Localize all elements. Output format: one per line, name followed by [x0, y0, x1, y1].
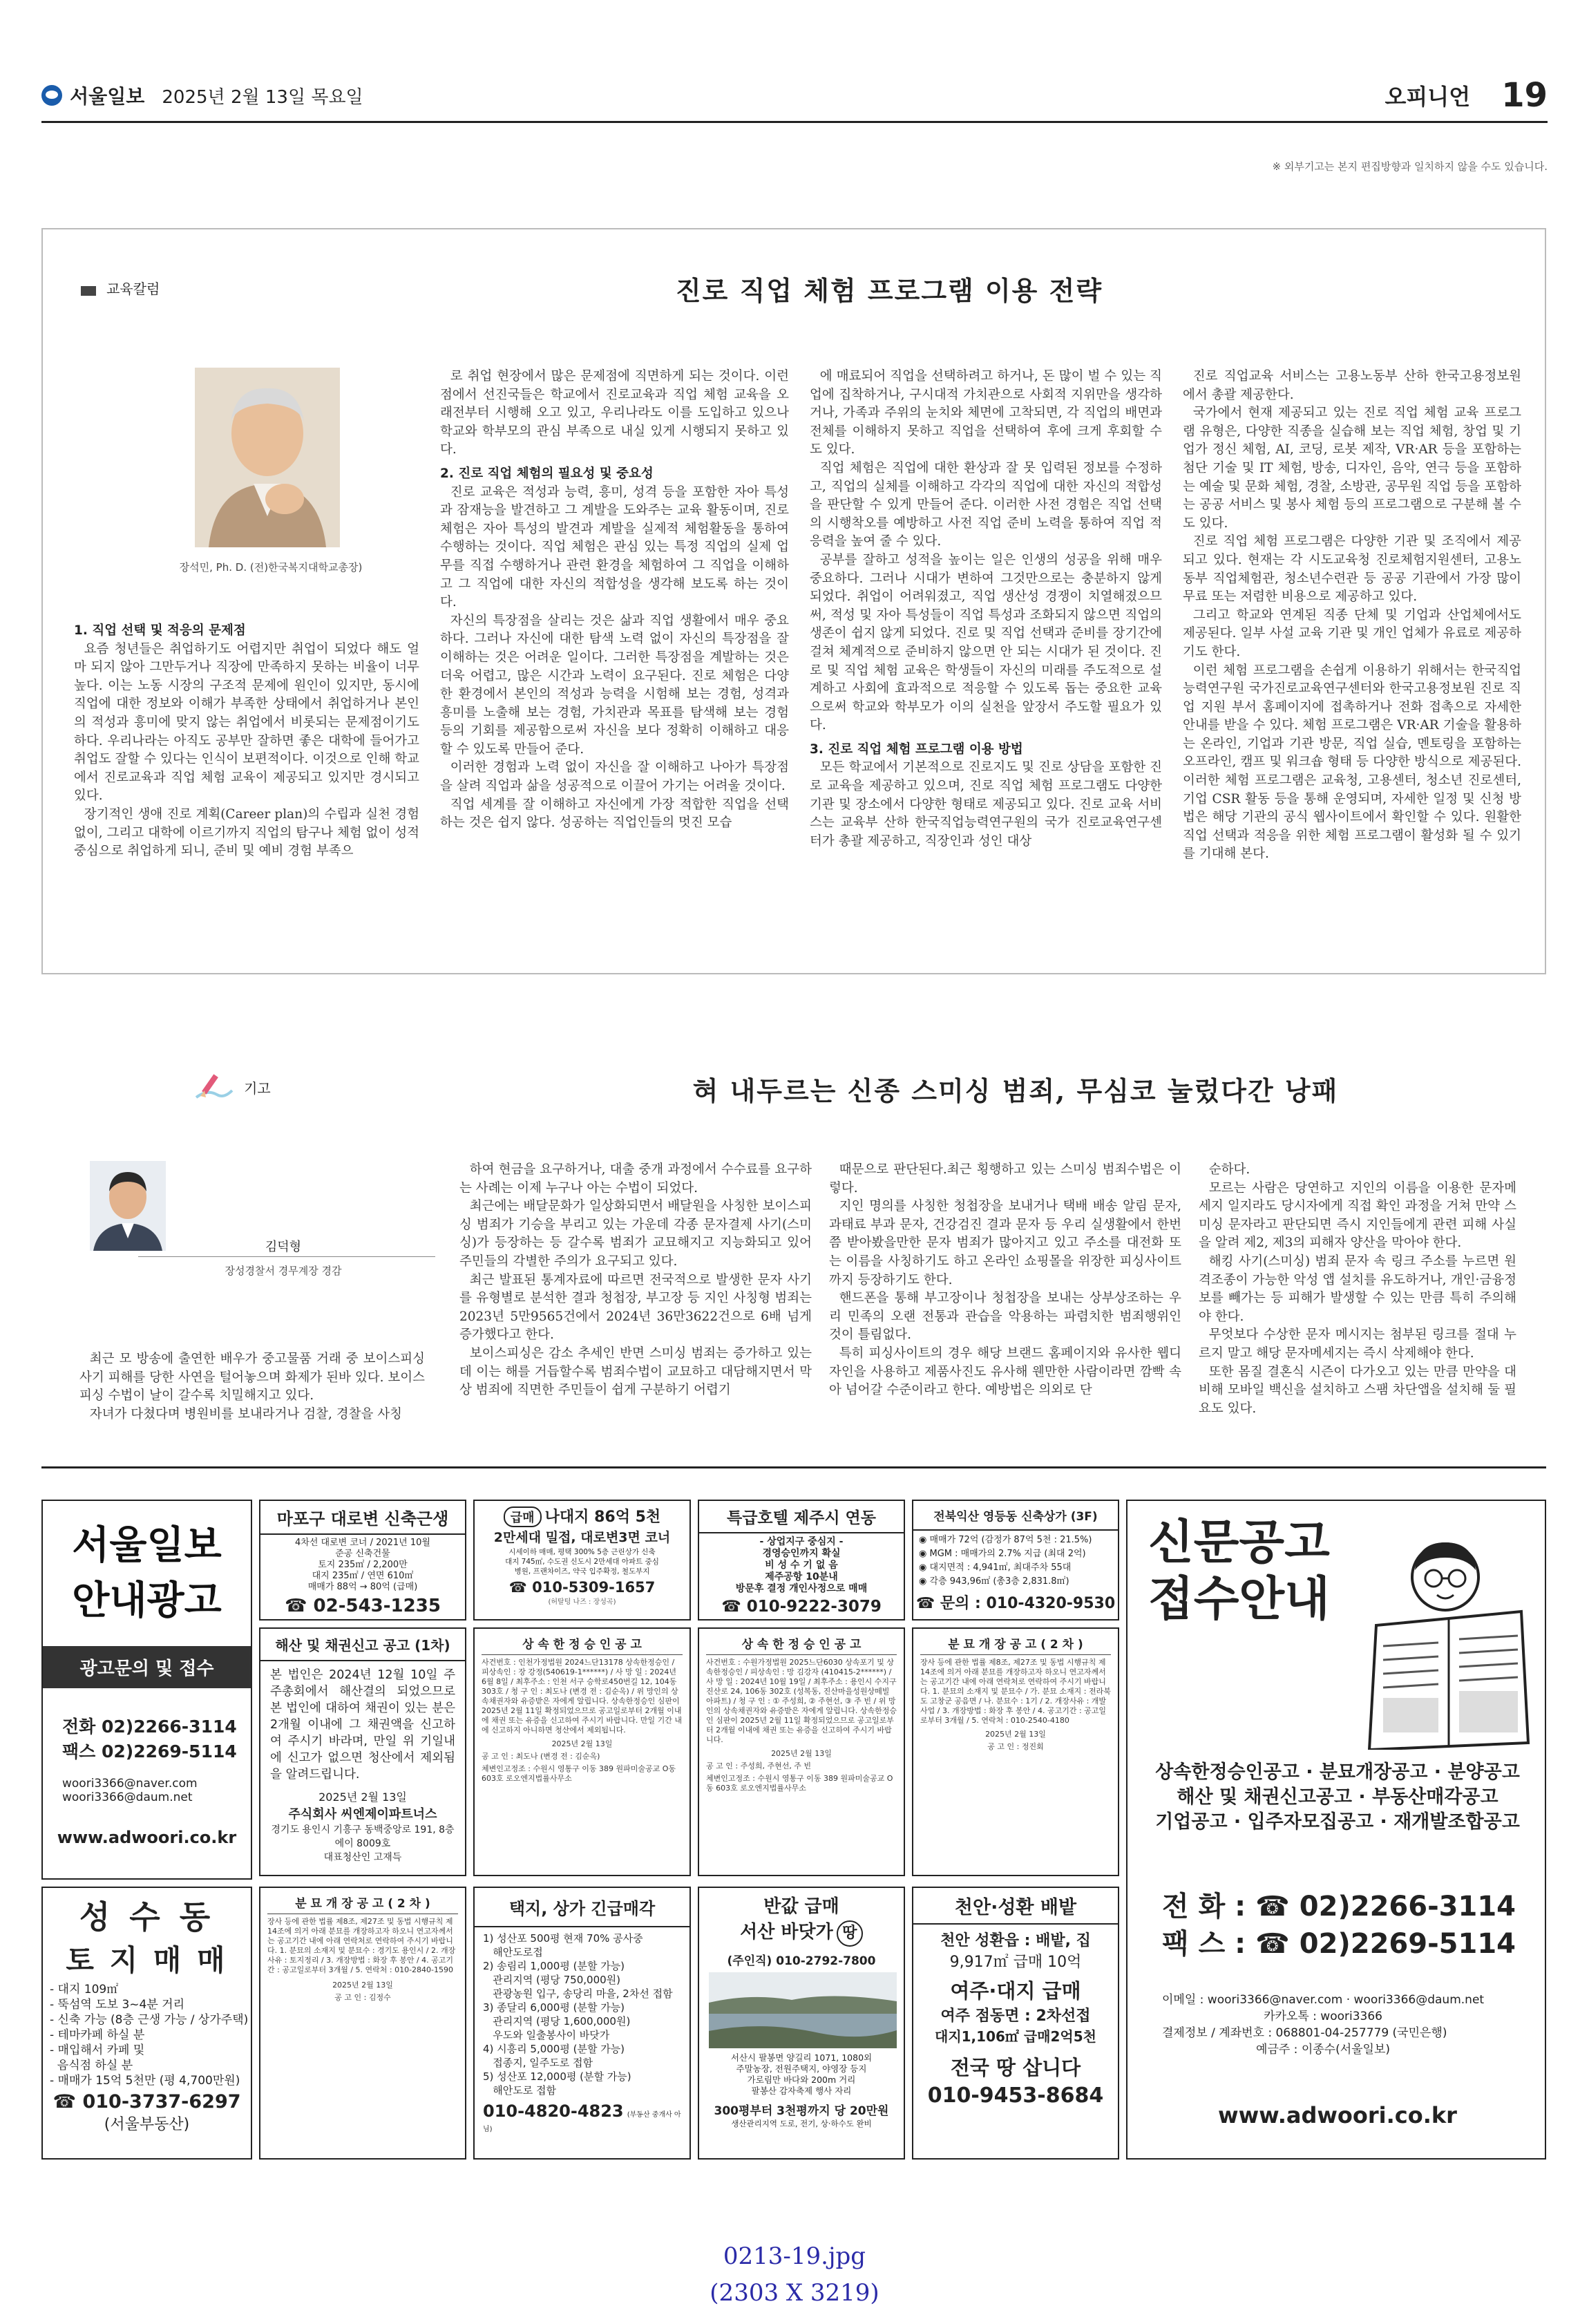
ad-section-rule	[41, 1466, 1546, 1468]
paragraph: 에 매료되어 직업을 선택하려고 하거나, 돈 많이 벌 수 있는 직업에 집착하거나, 구시대적 가치관으로 사회적 지위만을 생각하거나, 가족과 주위의 눈치와 체면에 고착되면, 각 직업의 배면과 전체를 이해하지 못하고 직업을 선택하여 후에 크게 후회할 수도 있다.	[810, 369, 1162, 457]
taxi-tel: 010-4820-4823	[483, 2101, 624, 2121]
image-filename: 0213-19.jpg	[723, 2242, 866, 2270]
article2-column-2	[459, 1161, 812, 1400]
ad-seongsu	[41, 1887, 252, 2160]
reception-web: www.adwoori.co.kr	[1218, 2102, 1457, 2128]
paragraph: 보이스피싱은 감소 추세인 반면 스미싱 범죄는 증가하고 있는데 이는 해를 거듭할수록 범죄수법이 교묘하고 대담해지면서 막상 범죄에 직면한 주민들이 쉽게 구분하기 어렵기	[459, 1345, 812, 1398]
reception-types-3: 기업공고 · 입주자모집공고 · 재개발조합공고	[1155, 1811, 1520, 1833]
ad-line: 관리지역 (평당 1,600,000원)	[483, 2015, 631, 2028]
seongsu-title-1: 성 수 동	[79, 1898, 215, 1936]
ad-mapo	[259, 1500, 466, 1621]
bada-sub: 서산 바닷가	[740, 1922, 833, 1943]
ad-line: 경영승인까지 확실	[762, 1548, 841, 1559]
legal3-signer: 공 고 인 : 정진회	[987, 1742, 1044, 1751]
paragraph: 지인 명의를 사칭한 청첩장을 보내거나 택배 배송 알림 문자, 과태료 부과 문자, 건강검진 결과 문자 등 우리 실생활에서 한번쯤 받아봤을만한 문자 범죄가 많아지고 있고 주소를 대전화 또는 이름을 사칭하기도 하고 온라인 쇼핑몰을 위장한 피싱사이트까지 등장하기도 한다.	[829, 1199, 1181, 1287]
yeoju-area: 대지1,106㎡ 급매2억5천	[935, 2028, 1096, 2045]
guide-email-1: woori3366@naver.com	[62, 1777, 198, 1791]
article-headline-2: 혀 내두르는 신종 스미싱 범죄, 무심코 눌렀다간 낭패	[692, 1075, 1339, 1106]
ad-line: 토지 235㎡ / 2,200만	[318, 1560, 408, 1570]
paragraph: 요즘 청년들은 취업하기도 어렵지만 취업이 되었다 해도 얼마 되지 않아 그만두거나 직장에 만족하지 못하는 비율이 너무 높다. 이는 노동 시장의 구조적 문제에 원인이 있지만, 동시에 직업에 대한 정보와 이해가 부족한 상태에서 취업하거나 본인의 적성과 흥미에 맞지 않는 취업에서 비롯되는 문제점이기도 하다. 우리나라는 아직도 공부만 잘하면 좋은 대학에 들어가고 취업도 잘할 수 있다는 인식이 보편적이다. 이것으로 인해 학교에서 진로교육과 직업 체험 교육이 제공되고 있지만 경시되고 있다.	[74, 641, 419, 804]
ad-line: 제주공항 10분내	[765, 1571, 838, 1583]
paragraph: 그리고 학교와 연계된 직종 단체 및 기업과 산업체에서도 제공된다. 일부 사설 교육 기관 및 개인 업체가 유료로 제공하기도 한다.	[1183, 607, 1521, 659]
guide-title-1: 서울일보	[72, 1523, 222, 1568]
paragraph: 자신의 특장점을 살리는 것은 삶과 직업 생활에서 매우 중요하다. 그러나 자신에 대한 탐색 노력 없이 자신의 특장점을 잘 이해하는 것은 어려운 일이다. 그러한 특장점을 계발하는 것은 더욱 어렵고, 많은 시간과 노력이 요구된다. 진로 체험은 다양한 환경에서 본인의 적성과 능력을 시험해 보는 경험, 성격과 흥미를 노출해 보는 경험, 가치관과 목표를 탐색해 보는 경험 등의 기회를 제공함으로써 자신을 보다 정확히 이해하고 대응할 수 있도록 만들어 준다.	[440, 613, 789, 757]
taxi-lines	[475, 1927, 689, 2101]
paragraph: 장기적인 생애 진로 계획(Career plan)의 수립과 실천 경험 없이, 그리고 대학에 이르기까지 직업의 탐구나 체험 없이 성적 중심으로 취업하게 되니, 준비 및 예비 경험 부족으	[74, 806, 419, 859]
paragraph: 모든 학교에서 기본적으로 진로지도 및 진로 상담을 포함한 진로 교육을 제공하고 있으며, 진로 직업 체험 프로그램도 다양한 기관 및 장소에서 다양한 형태로 제공되고 있다. 진로 교육 서비스는 교육부 산하 한국직업능력연구원의 국가 진로교육연구센터가 총괄 제공하고, 직장인과 성인 대상	[810, 760, 1162, 849]
taxi-note: (부동산 중개사 아님)	[483, 2111, 681, 2133]
ad-legal-notice-1	[473, 1627, 691, 1876]
ad-najin	[473, 1500, 691, 1621]
legal3-date: 2025년 2월 13일	[985, 1730, 1046, 1739]
ad-line: 5) 성산포 12,000평 (분할 가능)	[483, 2070, 631, 2083]
paragraph: 때문으로 판단된다.최근 횡행하고 있는 스미싱 범죄수법은 이렇다.	[829, 1162, 1181, 1196]
iksan-title: 전북익산 영등동 신축상가 (3F)	[913, 1501, 1118, 1531]
ad-line: 우도와 일출봉사이 바닷가	[483, 2029, 610, 2041]
najin-lines	[475, 1547, 689, 1576]
ad-line: - 상업지구 중심지 -	[759, 1536, 844, 1547]
ad-line: 방문후 결정 개인사정으로 매매	[735, 1583, 868, 1594]
ad-line: 4차선 대로변 코너 / 2021년 10월	[295, 1538, 430, 1548]
legal2-title: 상 속 한 정 승 인 공 고	[706, 1634, 897, 1655]
guide-fax: 팩스 02)2269-5114	[62, 1741, 237, 1761]
reception-fax: 팩 스 : ☎ 02)2269-5114	[1162, 1928, 1516, 1960]
debt-date: 2025년 2월 13일	[318, 1791, 407, 1804]
bada-title: 반값 급매	[763, 1896, 839, 1917]
ad-line: 3) 종달리 6,000평 (분할 가능)	[483, 2001, 625, 2014]
ad-line: - 신축 가능 (8층 근생 가능 / 상가주택)	[50, 2013, 249, 2027]
seongsu-tel: ☎ 010-3737-6297	[53, 2091, 241, 2113]
paper-logo	[41, 82, 363, 109]
debt-body: 본 법인은 2024년 12월 10일 주주총회에서 해산결의 되었으므로 본 법인에 대하여 채권이 있는 분은 2개월 이내에 그 채권액을 신고하여 주시기 바라며, 만일 위 기일내에 신고가 없으면 청산에서 제외됨을 알려드립니다.	[270, 1668, 455, 1782]
paragraph: 진로 직업 체험 프로그램은 다양한 기관 및 조직에서 제공되고 있다. 현재는 각 시도교육청 진로체험지원센터, 고용노동부 직업체험관, 청소년수련관 등 공공 기관에서 가장 많이 무료 또는 저렴한 비용으로 제공하고 있다.	[1183, 534, 1521, 605]
article2-column-4	[1199, 1161, 1516, 1418]
ad-guide	[41, 1500, 252, 1880]
paragraph: 로 취업 현장에서 많은 문제점에 직면하게 되는 것이다. 이런 점에서 선진국들은 학교에서 진로교육과 직업 체험 교육을 오래전부터 시행해 오고 있고, 우리나라도 이를 도입하고 있으나 학교와 학부모의 관심 부족으로 내실 있게 시행되지 못하고 있다.	[440, 369, 789, 457]
reception-types	[1127, 1760, 1546, 1835]
bada-lines	[699, 2052, 904, 2097]
paragraph: 자녀가 다쳤다며 병원비를 보내라거나 검찰, 경찰을 사칭	[89, 1406, 402, 1421]
paragraph: 진로 직업교육 서비스는 고용노동부 산하 한국고용정보원에서 총괄 제공한다.	[1183, 369, 1521, 402]
ad-line: 관리지역 (평당 750,000원)	[483, 1974, 621, 1986]
paragraph: 직업 체험은 직업에 대한 환상과 잘 못 입력된 정보를 수정하고, 직업의 실체를 이해하고 각각의 직업에 대한 자신의 적합성을 판단할 수 있게 만들어 준다. 이러한 사전 경험은 직업 선택의 시행착오를 예방하고 사전 직업 준비 노력을 통하여 직업 적응력을 높여 줄 수 있다.	[810, 460, 1162, 549]
debt-address: 경기도 용인시 기흥구 동백중앙로 191, 8층 에이 8009호	[271, 1824, 455, 1849]
section-heading: 2. 진로 직업 체험의 필요성 및 중요성	[440, 466, 654, 481]
bada-owner: (주인직) 010-2792-7800	[727, 1954, 876, 1968]
ad-line: ◉ MGM : 매매가의 2.7% 지급 (최대 2억)	[919, 1549, 1086, 1559]
guide-title-2: 안내광고	[72, 1578, 222, 1623]
ad-reception-guide	[1126, 1500, 1546, 2160]
kicker-marker	[81, 286, 96, 296]
legal4-body: 장사 등에 관한 법률 제8조, 제27조 및 동법 시행규칙 제14조에 의거 아래 분묘를 개장하고자 하오니 연고자께서는 공고기간 내에 아래 연락처로 연락하여 주시기 바랍니다. 1. 분묘의 소재지 및 분묘수 : 경기도 용인시 / 2. 개장사유 : 토지정리 / 3. 개장방법 : 화장 후 봉안 / 4. 공고기간 : 공고일로부터 3개월 / 5. 연락처 : 010-2840-1590	[267, 1917, 456, 1974]
cheonan-title: 천안·성환 배밭	[913, 1888, 1118, 1925]
reception-title-1: 신문공고	[1148, 1515, 1330, 1570]
legal1-date: 2025년 2월 13일	[551, 1739, 613, 1748]
education-column	[41, 228, 1546, 974]
column-3	[810, 368, 1162, 851]
article2-column-3	[829, 1161, 1181, 1400]
ad-line: 4) 시흥리 5,000평 (분할 가능)	[483, 2043, 625, 2055]
reception-holder: 예금주 : 이종수(서울일보)	[1256, 2043, 1391, 2057]
ad-line: 음식점 하실 분	[50, 2059, 133, 2072]
ad-line: ◉ 매매가 72억 (감정가 87억 5천 : 21.5%)	[919, 1535, 1092, 1545]
najin-note: (허탈텅 나즈 : 장성곡)	[548, 1598, 616, 1606]
ad-legal-notice-2	[698, 1627, 905, 1876]
legal1-office: 체변인고정조 : 수원시 영통구 이동 389 원파미술공교 O동 603호 로오엔지법률사무소	[482, 1764, 676, 1783]
ad-line: 1) 성산포 500평 현재 70% 공사중	[483, 1932, 643, 1945]
masthead	[41, 76, 1548, 117]
mapo-lines	[260, 1538, 465, 1593]
paragraph: 공부를 잘하고 성적을 높이는 일은 인생의 성공을 위해 매우 중요하다. 그러나 시대가 변하여 그것만으로는 충분하지 않게 되었다. 취업이 어려워졌고, 직업 생산성 경쟁이 치열해졌으므써, 적성 및 자아 특성들이 직업 특성과 조화되지 않으면 직업의 생존이 쉽지 않게 되었다. 진로 및 직업 선택과 준비를 장기간에 걸쳐 체계적으로 준비하지 않으면 안 되는 시대가 된 것이다. 진로 및 직업 체험 교육은 학생들이 자신의 미래를 주도적으로 설계하고 사회에 효과적으로 적응할 수 있도록 돕는 중요한 교육으로써 학교와 학부모가 이의 실천을 앞장서 주도할 필요가 있다.	[810, 552, 1162, 733]
legal3-title: 분 묘 개 장 공 고 ( 2 차 )	[920, 1634, 1111, 1655]
yeoju-title: 여주·대지 급매	[950, 1979, 1081, 2003]
kicker-label: 교육칼럼	[106, 281, 160, 297]
paper-name: 서울일보	[70, 85, 145, 108]
guide-email-2: woori3366@daum.net	[62, 1791, 193, 1804]
ad-line: - 대지 109㎡	[50, 1983, 119, 1996]
page-number: 19	[1501, 76, 1548, 115]
bada-badge: 땅	[837, 1920, 863, 1947]
ad-line: 매매가 88억 → 80억 (급매)	[307, 1582, 418, 1592]
ad-line: - 매매가 15억 5천만 (평 4,700만원)	[50, 2074, 240, 2088]
iksan-lines	[913, 1531, 1118, 1591]
legal4-date: 2025년 2월 13일	[332, 1981, 393, 1990]
column-4	[1183, 368, 1521, 864]
author-title: 장성경찰서 경무계장 경감	[225, 1265, 342, 1277]
ad-line: 가로림만 바다와 200m 거리	[747, 2075, 856, 2085]
kicker-label: 기고	[244, 1079, 271, 1097]
najin-sub: 2만세대 밀접, 대로변3면 코너	[493, 1530, 671, 1545]
paragraph: 모르는 사람은 당연하고 지인의 이름을 이용한 문자메세지 일지라도 당시자에게 직접 확인 과정을 거쳐 만약 스미싱 문자라고 판단되면 즉시 지인들에게 관련 피해 사실을 알려 제2, 제3의 피해자 양산을 막아야 한다.	[1199, 1180, 1516, 1251]
ad-line: 준공 신축건물	[335, 1549, 390, 1559]
reception-types-1: 상속한정승인공고 · 분묘개장공고 · 분양공고	[1155, 1761, 1520, 1783]
ad-line: 비 성 수 기 없 음	[765, 1560, 838, 1571]
article2-column-1	[79, 1350, 425, 1424]
ad-line: 시세이하 매매, 평택 300% 5층 근린상가 신축	[508, 1548, 656, 1556]
ad-line: 주말농장, 전원주택지, 야영장 등지	[736, 2063, 867, 2074]
author-name: 김덕형	[265, 1240, 302, 1254]
legal3-body: 장사 등에 관한 법률 제8조, 제27조 및 동법 시행규칙 제14조에 의거 아래 분묘를 개장하고자 하오니 연고자께서는 공고기간 내에 아래 연락처로 연락하여 주시기 바랍니다. 1. 분묘의 소재지 및 분묘수 / 가. 분묘 소재지 : 전라북도 고창군 공음면 / 나. 분묘수 : 1기 / 2. 개장사유 : 개발사업 / 3. 개장방법 : 화장 후 봉안 / 4. 공고기간 : 공고일로부터 3개월 / 5. 연락처 : 010-2540-4180	[920, 1658, 1111, 1725]
ad-line: 서산시 팔봉면 양길리 1071, 1080외	[730, 2052, 873, 2063]
disclaimer: ※ 외부기고는 본지 편집방향과 일치하지 않을 수도 있습니다.	[1272, 160, 1548, 173]
ad-line: 병원, 프랜차이즈, 약국 입주확정, 철도부지	[514, 1567, 650, 1576]
paragraph: 순하다.	[1208, 1162, 1250, 1177]
debt-rep: 대표청산인 고재득	[323, 1852, 402, 1863]
seongsu-lines	[43, 1979, 251, 2091]
photo-caption: 장석민, Ph. D. (전)한국복지대학교총장)	[179, 561, 363, 574]
seongsu-title-2: 토 지 매 매	[66, 1943, 228, 1977]
pencil-icon	[193, 1070, 235, 1104]
newspaper-reader-icon	[1362, 1522, 1535, 1750]
contribution-kicker	[193, 1070, 271, 1104]
ad-cheonan	[912, 1887, 1119, 2160]
section-name: 오피니언	[1385, 84, 1471, 110]
ad-line: 관광농원 입구, 송당리 마을, 2차선 접함	[483, 1987, 673, 2000]
reception-types-2: 해산 및 채권신고공고 · 부동산매각공고	[1177, 1786, 1498, 1808]
kicker	[81, 278, 160, 298]
paragraph: 특히 피싱사이트의 경우 해당 브랜드 홈페이지와 유사한 웹디자인을 사용하고 제품사진도 유사해 웬만한 사람이라면 깜빡 속아 넘어갈 수준이라고 한다. 예방법은 의외로 단	[829, 1345, 1181, 1398]
issue-date: 2025년 2월 13일 목요일	[162, 86, 363, 108]
section-heading: 3. 진로 직업 체험 프로그램 이용 방법	[810, 741, 1023, 757]
mapo-title: 마포구 대로변 신축근생	[260, 1501, 465, 1535]
column-1	[74, 616, 419, 861]
paragraph: 국가에서 현재 제공되고 있는 진로 직업 체험 교육 프로그램 유형은, 다양한 직종을 실습해 보는 직업 체험, 창업 및 기업가 정신 체험, AI, 코딩, 로봇 제작, VR·AR 등을 포함하는 첨단 기술 및 IT 체험, 방송, 디자인, 음악, 연극 등을 포함하는 예술 및 문화 체험, 경찰, 소방관, 공무원 직업 등을 포함하는 공공 서비스 및 봉사 체험 등의 프로그램으로 구분해 볼 수도 있다.	[1183, 406, 1521, 531]
guide-tel: 전화 02)2266-3114	[62, 1717, 237, 1737]
ad-line: - 뚝섬역 도보 3~4분 거리	[50, 1998, 185, 2012]
ad-line: 2) 송림리 1,000평 (분할 가능)	[483, 1960, 625, 1972]
bada-price: 300평부터 3천평까지 당 20만원	[714, 2104, 889, 2118]
reception-tel: 전 화 : ☎ 02)2266-3114	[1162, 1891, 1516, 1923]
ad-line: 해안도로 접함	[483, 2084, 557, 2097]
paragraph: 직업 세계를 잘 이해하고 자신에게 가장 적합한 직업을 선택하는 것은 쉽지 않다. 성공하는 직업인들의 멋진 모습	[440, 797, 789, 831]
article-headline: 진로 직업 체험 프로그램 이용 전략	[675, 275, 1103, 306]
reading-man-illustration	[1362, 1522, 1535, 1750]
paragraph: 최근 발표된 통계자료에 따르면 전국적으로 발생한 문자 사기를 유형별로 분석한 결과 청첩장, 부고장 등 지인 사칭형 범죄는 2023년 5만9565건에서 2024년 36만3622건으로 6배 넘게 증가했다고 한다.	[459, 1272, 812, 1343]
jeju-title: 특급호텔 제주시 연동	[699, 1501, 904, 1533]
cheonan-sub: 천안 성환읍 : 배밭, 집	[940, 1932, 1091, 1949]
debt-title: 해산 및 채권신고 공고 (1차)	[260, 1629, 465, 1661]
guide-web: www.adwoori.co.kr	[57, 1828, 237, 1847]
ad-line: 대지 235㎡ / 연면 610㎡	[312, 1571, 414, 1581]
seaside-photo	[709, 1972, 894, 2048]
paragraph: 하여 현금을 요구하거나, 대출 중개 과정에서 수수료를 요구하는 사례는 이제 누구나 아는 수법이 되었다.	[459, 1162, 812, 1196]
paragraph: 진로 교육은 적성과 능력, 흥미, 성격 등을 포함한 자아 특성과 잠재능을 발견하고 그 계발을 도와주는 교육 활동이며, 진로 체험은 자아 특성의 발견과 계발을 실제적 체험활동을 통하여 수행하는 것이다. 직업 체험은 관심 있는 특정 직업의 실제 업무를 직접 수행하거나 관련 환경을 체험하여 그 직업을 이해하고 그 직업에 대한 자신의 적합성을 생각해 보도록 하는 것이다.	[440, 484, 789, 610]
yeoju-sub: 여주 점동면 : 2차선접	[940, 2007, 1091, 2025]
ad-line: 접종지, 일주도로 접함	[483, 2057, 593, 2069]
reception-info	[1162, 1992, 1484, 2058]
reception-contacts	[1162, 1888, 1516, 1963]
iksan-tel: ☎ 문의 : 010-4320-9530	[915, 1595, 1116, 1612]
legal1-title: 상 속 한 정 승 인 공 고	[482, 1634, 683, 1655]
paragraph: 핸드폰을 통해 부고장이나 청첩장을 보내는 상부상조하는 우리 민족의 오랜 전통과 관습을 악용하는 파렴치한 범죄행위인 것이 틀림없다.	[829, 1291, 1181, 1343]
author-photo	[195, 368, 340, 547]
bada-infra: 생산관리지역 도로, 전기, 상·하수도 완비	[731, 2119, 872, 2128]
land-buy: 전국 땅 삽니다	[950, 2056, 1081, 2079]
mapo-tel: ☎ 02-543-1235	[285, 1596, 441, 1616]
paragraph: 이러한 경험과 노력 없이 자신을 잘 이해하고 나아가 특장점을 살려 직업과 삶을 성공적으로 이끌어 가기는 어려울 것이다.	[440, 760, 789, 794]
legal2-office: 체변인고정조 : 수원시 영통구 이동 389 원파미술공교 O동 603호 로오엔지법률사무소	[706, 1774, 893, 1793]
ad-line: 대지 745㎡, 수도권 신도시 2만세대 아파트 중심	[505, 1558, 659, 1566]
ad-legal-notice-3	[912, 1627, 1119, 1876]
reception-email: 이메일 : woori3366@naver.com · woori3366@daum.net	[1162, 1993, 1485, 2007]
paragraph: 무엇보다 수상한 문자 메시지는 첨부된 링크를 절대 누르지 말고 해당 문자메세지는 즉시 삭제해야 한다.	[1199, 1328, 1516, 1361]
ad-line: 팔봉산 감자축제 행사 자리	[751, 2086, 852, 2096]
ad-debt-notice	[259, 1627, 466, 1876]
reception-account: 결제정보 / 계좌번호 : 068801-04-257779 (국민은행)	[1162, 2026, 1447, 2040]
cheonan-tel: 010-9453-8684	[927, 2084, 1104, 2108]
image-size: (2303 X 3219)	[710, 2279, 879, 2307]
najin-tel: ☎ 010-5309-1657	[508, 1579, 656, 1596]
legal1-body: 사건번호 : 인천가정법원 2024느단13178 상속한정승인 / 피상속인 : 장 강정(540619-1******) / 사 망 일 : 2024년 6월 8일 / 최후주소 : 인천 서구 승학로450번길 12, 104동 303호 / 청 구 인 : 최도나 (변경 전 : 김순옥) / 위 망인의 상속채권자와 유증받은 자에게 알립니다. 상속한정승인 심판이 2025년 2월 11일 확정되었으므로 공고일로부터 2개월 이내에 채권 또는 유증을 신고하여 주시기 바랍니다. 만일 기간 내에 신고하지 아니하면 청산에서 제외됩니다.	[482, 1658, 682, 1735]
legal2-date: 2025년 2월 13일	[771, 1749, 832, 1758]
portrait-illustration	[195, 368, 340, 547]
ad-line: ◉ 각층 943,96㎡ (총3층 2,831.8㎡)	[919, 1576, 1069, 1587]
paragraph: 해킹 사기(스미싱) 범죄 문자 속 링크 주소를 누르면 원격조종이 가능한 악성 앱 설치를 유도하거나, 개인·금융정보를 빼가는 등 피해가 발생할 수 있는 만큼 특히 주의해야 한다.	[1199, 1254, 1516, 1324]
column-2	[440, 368, 789, 833]
ad-iksan	[912, 1500, 1119, 1621]
section-heading: 1. 직업 선택 및 적응의 문제점	[74, 623, 246, 638]
najin-title: 나대지 86억 5천	[544, 1509, 661, 1526]
najin-badge: 급매	[504, 1506, 542, 1527]
paragraph: 최근에는 배달문화가 일상화되면서 배달원을 사칭한 보이스피싱 범죄가 기승을 부리고 있는 가운데 각종 문자결제 사기(스미싱)가 등장하는 등 갈수록 범죄가 교묘해지고 지능화되고 있어 주민들의 각별한 주의가 요구되고 있다.	[459, 1199, 812, 1269]
ad-land-sale	[473, 1887, 691, 2160]
guide-bar: 광고문의 및 접수	[43, 1646, 251, 1688]
paragraph: 최근 모 방송에 출연한 배우가 중고물품 거래 중 보이스피싱 사기 피해를 당한 사연을 털어놓으며 화제가 된바 있다. 보이스피싱 수법이 날이 갈수록 치밀해지고 있다.	[79, 1352, 425, 1404]
debt-company: 주식회사 씨엔제이파트너스	[288, 1807, 437, 1822]
ad-jeju	[698, 1500, 905, 1621]
reception-title	[1148, 1515, 1330, 1628]
reception-title-2: 접수안내	[1148, 1572, 1330, 1627]
legal4-title: 분 묘 개 장 공 고 ( 2 차 )	[267, 1893, 458, 1914]
legal2-body: 사건번호 : 수원가정법원 2025느단6030 상속포기 및 상속한정승인 / 피상속인 : 망 김강자 (410415-2******) / 사 망 일 : 2024년 10월 19일 / 최후주소 : 용인시 수지구 진산로 24, 106동 302호 (성복동, 진산마을성원상떼빌아파트) / 청 구 인 : ① 주성희, ② 주현선, ③ 주 빈 / 위 망인의 상속채권자와 유증받은 자에게 알립니다. 상속한정승인 심판이 2025년 2월 11일 확정되었으므로 공고일로부터 2개월 이내에 채권 또는 유증을 신고하여 주시기 바랍니다.	[706, 1658, 897, 1744]
cheonan-area: 9,917㎡ 급매 10억	[949, 1954, 1082, 1971]
paragraph: 이런 체험 프로그램을 손쉽게 이용하기 위해서는 한국직업능력연구원 국가진로교육연구센터와 한국고용정보원 진로 직업 지원 부서 홈페이지에 접촉하거나 전화 접촉으로 자세한 안내를 받을 수 있다. 체험 프로그램은 VR·AR 기술을 활용하는 온라인, 기업과 기관 방문, 직업 실습, 멘토링을 포함하는 오프라인, 캠프 및 워크숍 형태 등 다양한 방식으로 제공된다. 이러한 체험 프로그램은 교육청, 고용센터, 청소년 진로센터, 기업 CSR 활동 등을 통해 운영되며, 자세한 일정 및 신청 방법은 해당 기관의 공식 웹사이트에서 확인할 수 있다. 원활한 직업 선택과 적응을 위한 체험 프로그램이 활성화 될 수 있기를 기대해 본다.	[1183, 663, 1521, 862]
reception-kakao: 카카오톡 : woori3366	[1264, 2010, 1382, 2023]
legal2-signer: 공 고 인 : 주성희, 주현선, 주 빈	[706, 1761, 812, 1770]
byline-divider	[138, 1256, 435, 1257]
author-byline	[41, 1237, 428, 1278]
seongsu-agent: (서울부동산)	[104, 2116, 190, 2133]
taxi-title: 택지, 상가 긴급매각	[475, 1888, 689, 1927]
ad-line: 해안도로접	[483, 1946, 543, 1958]
jeju-tel: ☎ 010-9222-3079	[721, 1598, 882, 1616]
ad-line: - 테마카페 하실 분	[50, 2028, 145, 2042]
masthead-rule	[41, 121, 1548, 123]
ad-seaside-land	[698, 1887, 905, 2160]
seaside-photo-image	[709, 1972, 897, 2048]
logo-icon	[41, 85, 62, 106]
paragraph: 또한 몸질 결혼식 시즌이 다가오고 있는 만큼 만약을 대비해 모바일 백신을 설치하고 스팸 차단앱을 설치해 둘 필요도 있다.	[1199, 1364, 1516, 1416]
jeju-lines	[699, 1536, 904, 1595]
ad-legal-notice-4	[259, 1887, 466, 2160]
legal1-signer: 공 고 인 : 최도나 (변경 전 : 김순옥)	[482, 1752, 600, 1761]
ad-line: - 매입해서 카페 및	[50, 2043, 145, 2057]
ad-line: ◉ 대지면적 : 4,941㎡, 최대주차 55대	[919, 1562, 1072, 1573]
legal4-signer: 공 고 인 : 김정수	[334, 1993, 391, 2002]
